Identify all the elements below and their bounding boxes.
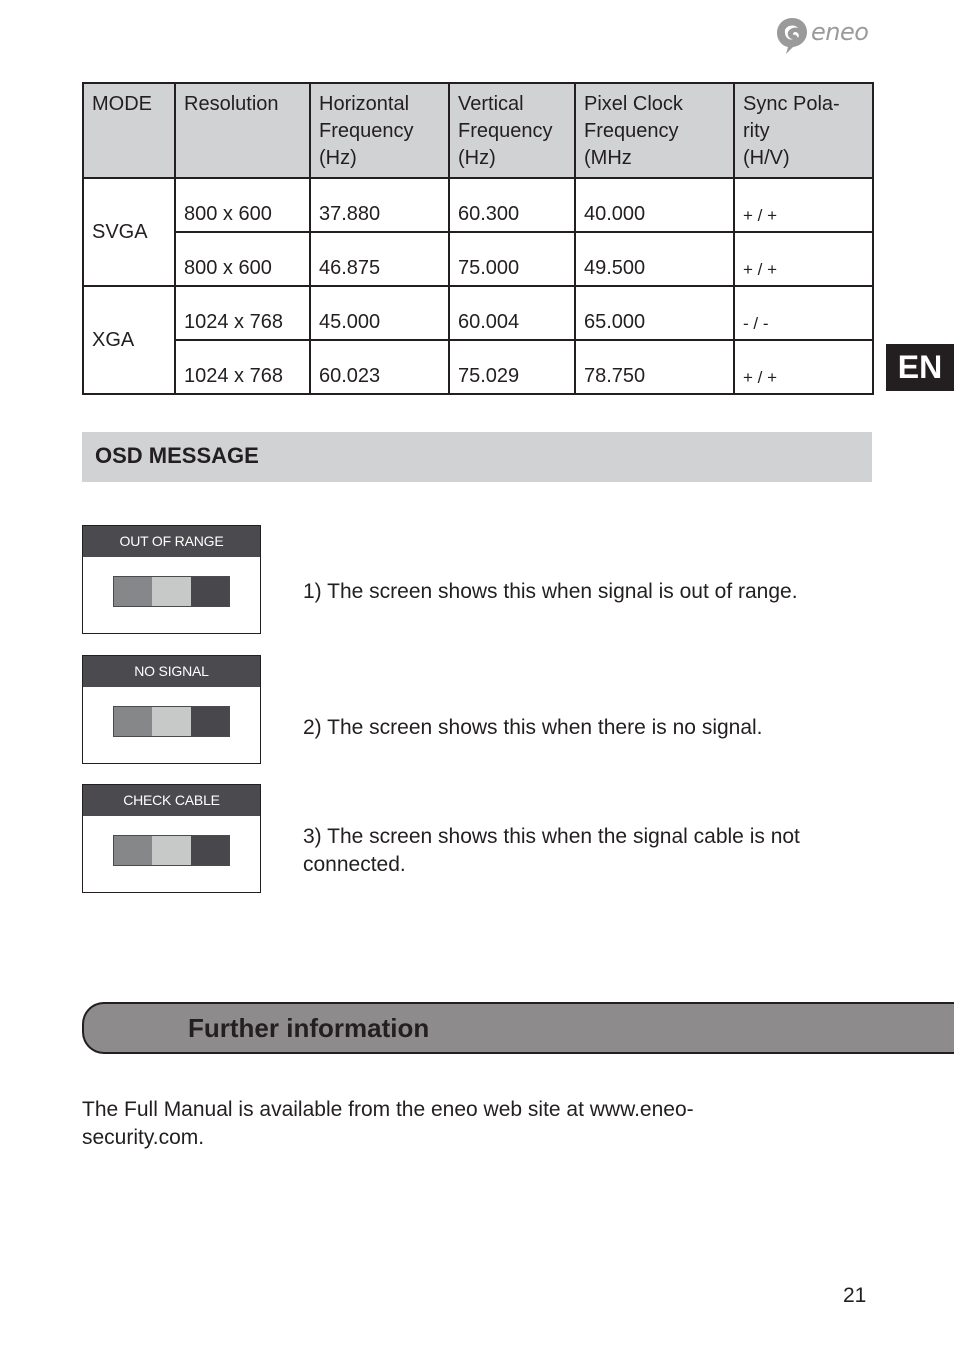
bar-segment-mid-grey <box>114 577 152 606</box>
bar-segment-light-grey <box>152 577 190 606</box>
osd-description: 3) The screen shows this when the signal cable is not connected. <box>303 825 800 876</box>
resolution-table <box>82 82 874 395</box>
osd-screen-no-signal <box>82 655 261 764</box>
table-row <box>83 340 873 394</box>
osd-grey-bar <box>113 835 230 866</box>
bar-segment-dark-grey <box>191 707 229 736</box>
header-mode: MODE <box>83 83 175 178</box>
bar-segment-dark-grey <box>191 577 229 606</box>
osd-screen-title: CHECK CABLE <box>83 785 260 816</box>
v-freq-cell: 75.000 <box>449 232 575 286</box>
sync-cell: + / + <box>734 232 873 286</box>
language-tab-en: EN <box>886 344 954 391</box>
v-freq-cell: 60.004 <box>449 286 575 340</box>
table-row <box>83 286 873 340</box>
resolution-cell: 1024 x 768 <box>175 286 310 340</box>
page-number: 21 <box>843 1284 867 1307</box>
osd-screen-title: NO SIGNAL <box>83 656 260 687</box>
table-row <box>83 232 873 286</box>
sync-cell: + / + <box>734 340 873 394</box>
h-freq-cell: 45.000 <box>310 286 449 340</box>
table-row <box>83 178 873 232</box>
h-freq-cell: 46.875 <box>310 232 449 286</box>
osd-description: 2) The screen shows this when there is no signal. <box>303 716 763 739</box>
pixel-clock-cell: 40.000 <box>575 178 734 232</box>
osd-screen-out-of-range <box>82 525 261 634</box>
osd-grey-bar <box>113 576 230 607</box>
sync-cell: - / - <box>734 286 873 340</box>
eneo-swirl-icon <box>775 16 809 56</box>
osd-screen-check-cable <box>82 784 261 893</box>
osd-screen-title: OUT OF RANGE <box>83 526 260 557</box>
v-freq-cell: 75.029 <box>449 340 575 394</box>
osd-description: 1) The screen shows this when signal is out of range. <box>303 580 798 603</box>
resolution-cell: 1024 x 768 <box>175 340 310 394</box>
h-freq-cell: 37.880 <box>310 178 449 232</box>
bar-segment-mid-grey <box>114 707 152 736</box>
h-freq-cell: 60.023 <box>310 340 449 394</box>
header-horizontal-frequency: Horizontal Frequency (Hz) <box>310 83 449 178</box>
mode-cell: XGA <box>83 286 175 394</box>
further-information-banner <box>82 1002 954 1054</box>
header-sync-polarity: Sync Pola- rity (H/V) <box>734 83 873 178</box>
header-vertical-frequency: Vertical Frequency (Hz) <box>449 83 575 178</box>
bar-segment-mid-grey <box>114 836 152 865</box>
header-resolution: Resolution <box>175 83 310 178</box>
bar-segment-light-grey <box>152 707 190 736</box>
eneo-logo <box>775 14 885 58</box>
header-pixel-clock: Pixel Clock Frequency (MHz <box>575 83 734 178</box>
mode-cell: SVGA <box>83 178 175 286</box>
osd-grey-bar <box>113 706 230 737</box>
pixel-clock-cell: 78.750 <box>575 340 734 394</box>
bar-segment-dark-grey <box>191 836 229 865</box>
resolution-cell: 800 x 600 <box>175 232 310 286</box>
pixel-clock-cell: 49.500 <box>575 232 734 286</box>
osd-message-heading: OSD MESSAGE <box>82 432 872 482</box>
sync-cell: + / + <box>734 178 873 232</box>
resolution-cell: 800 x 600 <box>175 178 310 232</box>
v-freq-cell: 60.300 <box>449 178 575 232</box>
logo-wordmark: eneo <box>811 18 869 46</box>
table-header-row <box>83 83 873 178</box>
section-title: Further information <box>188 1013 430 1043</box>
further-information-text: The Full Manual is available from the eneo web site at www.eneo-security.com. <box>82 1098 694 1149</box>
bar-segment-light-grey <box>152 836 190 865</box>
pixel-clock-cell: 65.000 <box>575 286 734 340</box>
